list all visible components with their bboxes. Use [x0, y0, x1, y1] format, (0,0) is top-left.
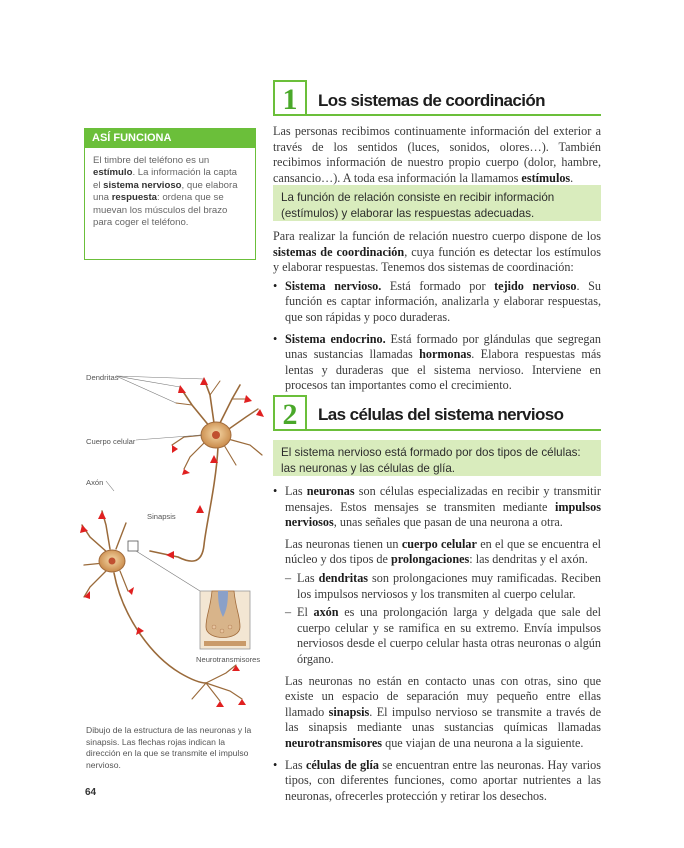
section-1-callout: La función de relación consiste en recibir información (estímulos) y elaborar las respuestas adecuadas.	[273, 185, 601, 221]
dash-axon: – El axón es una prolongación larga y delgada que sale del cuerpo celular y se ramifica en su extremo. Envía impulsos nerviosos desde el cuerpo celular hasta otras neuronas o algún órgano.	[273, 605, 601, 667]
side-box-title: ASÍ FUNCIONA	[84, 128, 256, 148]
page-number: 64	[85, 787, 97, 798]
side-box-body: El timbre del teléfono es un estímulo. La información la capta el sistema nervioso, que elabora una respuesta: ordena que se muevan los músculos del brazo para coger el teléfono.	[84, 148, 256, 260]
section-1-title: Los sistemas de coordinación	[318, 91, 545, 110]
label-neurotransmisores: Neurotransmisores	[196, 655, 261, 664]
label-sinapsis: Sinapsis	[147, 512, 176, 521]
label-dendritas: Dendritas	[86, 373, 119, 382]
bullet-sistema-endocrino: • Sistema endocrino. Está formado por glándulas que segregan unas sustancias llamadas hormonas. Elabora respuestas más lentas y duraderas que el sistema nervioso. Interviene en procesos tan importantes como el crecimiento.	[273, 332, 601, 394]
section-2-number: 2	[273, 395, 307, 431]
bullet-sistema-nervioso: • Sistema nervioso. Está formado por tejido nervioso. Su función es captar información, analizarla y elaborar respuestas, que son rápidas y poco duraderas.	[273, 279, 601, 326]
dash-dendritas: – Las dendritas son prolongaciones muy ramificadas. Reciben los impulsos nerviosos y los transmiten al cuerpo celular.	[273, 571, 601, 602]
bullet-glia: • Las células de glía se encuentran entre las neuronas. Hay varios tipos, con diferentes funciones, como aportar nutrientes a las neuronas, ofrecerles protección y retirar los desechos.	[273, 758, 601, 805]
section-1-number: 1	[273, 80, 307, 116]
bullet-neuronas: • Las neuronas son células especializadas en recibir y transmitir mensajes. Estos mensajes se transmiten mediante impulsos nerviosos, unas señales que pasan de una neurona a otra.	[273, 484, 601, 531]
section-1-rule	[307, 114, 601, 116]
label-leader-lines	[80, 365, 270, 495]
section-2-title: Las células del sistema nervioso	[318, 405, 564, 424]
section-2-callout: El sistema nervioso está formado por dos tipos de células: las neuronas y las células de glía.	[273, 440, 601, 476]
section-2-body: • Las neuronas son células especializadas en recibir y transmitir mensajes. Estos mensajes se transmiten mediante impulsos nerviosos, unas señales que pasan de una neurona a otra. Las neuronas tienen un cuerpo celular en el que se encuentra el núcleo y dos tipos de prolongaciones: las dendritas y el axón. – Las dendritas son prolongaciones muy ramificadas. Reciben los impulsos nerviosos y los transmiten al cuerpo celular. – El axón es una prolongación larga y delgada que sale del cuerpo celular y se ramifica en su extremo. Envía impulsos nerviosos desde el cuerpo celular hasta otras neuronas o algún órgano. Las neuronas no están en contacto unas con otras, sino que existe un espacio de separación muy pequeño entre ellas llamado sinapsis. El impulso nervioso se transmite a través de las sinapsis mediante unas sustancias químicas llamadas neurotransmisores que viajan de una neurona a la siguiente. • Las células de glía se encuentran entre las neuronas. Hay varios tipos, con diferentes funciones, como aportar nutrientes a las neuronas, ofrecerles protección y retirar los desechos.	[273, 484, 601, 804]
label-cuerpo-celular: Cuerpo celular	[86, 437, 136, 446]
section-1-intro: Las personas recibimos continuamente información del exterior a través de los sentidos (luces, sonidos, olores…). También recibimos información de nuestro propio cuerpo (dolor, hambre, cansancio…). A toda esa información la llamamos estímulos.	[273, 124, 601, 185]
section-2-rule	[307, 429, 601, 431]
section-1-body: Para realizar la función de relación nuestro cuerpo dispone de los sistemas de coordinación, cuya función es detectar los estímulos y elaborar respuestas. Tenemos dos sistemas de coordinación: • Sistema nervioso. Está formado por tejido nervioso. Su función es captar información, analizarla y elaborar respuestas, que son rápidas y poco duraderas. • Sistema endocrino. Está formado por glándulas que segregan unas sustancias llamadas hormonas. Elabora respuestas más lentas y duraderas que el sistema nervioso. Interviene en procesos tan importantes como el crecimiento.	[273, 229, 601, 394]
label-axon: Axón	[86, 478, 104, 487]
figure-caption: Dibujo de la estructura de las neuronas y la sinapsis. Las flechas rojas indican la dirección en la que se transmite el impulso nervioso.	[86, 725, 252, 770]
